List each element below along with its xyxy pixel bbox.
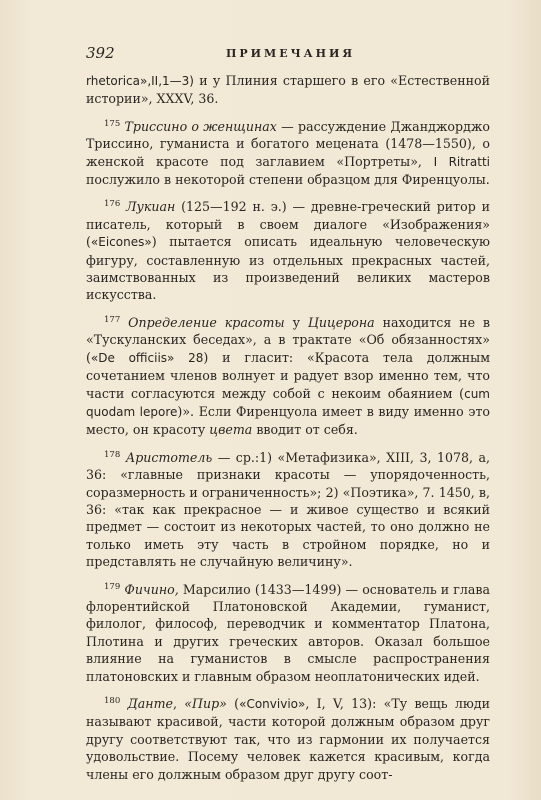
note-text: ( xyxy=(226,696,240,711)
footnote-number: 176 xyxy=(104,199,121,210)
page-number: 392 xyxy=(86,44,115,62)
note-heading: «Пир» xyxy=(184,696,227,711)
note-text: , I, V, 13): «Ту вещь люди называют красивой, части которой должным образом друг другу соответствуют так, что из гармонии их получается удовольствие. Посему человек кажется красивым, когда члены его должным образом друг другу соот- xyxy=(86,696,490,782)
footnote xyxy=(86,695,490,783)
latin-title: cum quodam lepore xyxy=(86,386,490,419)
note-text: вводит от себя. xyxy=(252,422,358,438)
note-heading: Определение красоты xyxy=(128,314,285,330)
note-text: Марсилио (1433—1499) — основатель и глава флорентийской Платоновской Академии, гуманист, филолог, философ, переводчик и комментатор Платона, Плотина и других греческих авторов. Оказал большое влияние на гуманистов в смысле распространения платоновских и главным образом неоплатонических идей. xyxy=(86,581,490,684)
note-heading: Аристотель xyxy=(125,449,213,465)
note-text: — рассуждение Джанджорджо Триссино, гуманиста и богатого мецената (1478—1550), о женской красоте под заглавием «Портреты», xyxy=(86,118,490,169)
note-text: ) и гласит: «Красота тела должным сочетанием членов волнует и радует взор именно тем, что части согласуются между собой с некоим обаянием ( xyxy=(86,349,490,401)
running-title: ПРИМЕЧАНИЯ xyxy=(226,47,356,60)
footnote xyxy=(86,314,490,439)
footnote xyxy=(86,198,490,303)
latin-title: I Ritratti xyxy=(433,154,490,169)
note-continuation xyxy=(86,72,490,108)
note-text: , xyxy=(172,696,185,711)
latin-title: rhetorica»,II,1—3) xyxy=(86,74,194,88)
latin-title: «De officiis» 28 xyxy=(90,350,204,365)
footnote-number: 178 xyxy=(104,449,121,460)
note-heading: Данте xyxy=(127,696,173,711)
note-text: — ср.:1) «Метафизика», XIII, 3, 1078, a, 36: «главные признаки красоты — упорядоченность, соразмерность и ограниченность»; 2) «Поэтика», 7. 1450, в, 36: «так как прекрасное — и живое существо и всякий предмет — состоит из некоторых частей, то оно должно не только иметь эту часть в стройном порядке, но и представлять не случайную величину». xyxy=(86,449,490,570)
latin-title: «Eicones» xyxy=(90,235,152,250)
note-text: (125—192 н. э.) — древне-греческий ритор и писатель, который в своем диалоге «Изображения» ( xyxy=(86,199,490,250)
footnote xyxy=(86,581,490,685)
note-heading: Лукиан xyxy=(126,199,176,215)
footnote-number: 175 xyxy=(104,118,121,129)
note-text: и у Плиния старшего в его «Естественной истории», XXXV, 36. xyxy=(86,73,490,107)
page-header xyxy=(86,44,491,64)
note-text: у xyxy=(284,314,308,330)
note-text: находится не в «Тускуланских беседах», а в трактате «Об обязанностях» ( xyxy=(86,314,490,365)
note-text: ) пытается описать идеальную человеческую фигуру, составленную из отдельных прекрасных частей, заимствованных из произведений великих мастеров искусства. xyxy=(86,234,490,303)
note-heading: Фичино, xyxy=(124,581,179,597)
note-text: послужило в некоторой степени образцом для Фиренцуолы. xyxy=(86,172,490,188)
footnote-number: 180 xyxy=(104,695,121,706)
note-heading: Цицерона xyxy=(307,314,375,330)
notes-body xyxy=(86,72,490,793)
latin-title: «Convivio» xyxy=(239,697,306,711)
footnote xyxy=(86,449,490,571)
note-heading: Триссино о женщинах xyxy=(124,118,277,134)
footnote-number: 177 xyxy=(104,314,121,325)
footnote-number: 179 xyxy=(104,581,121,592)
note-heading: цвета xyxy=(209,422,253,438)
note-text: )». Если Фиренцуола имеет в виду именно это место, он красоту xyxy=(86,403,490,438)
footnote xyxy=(86,118,490,189)
